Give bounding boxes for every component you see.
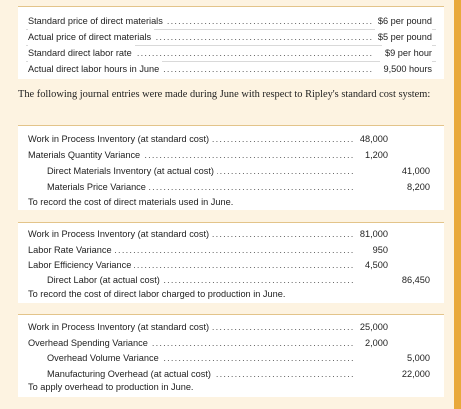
entry-explanation xyxy=(18,286,444,302)
journal-line xyxy=(18,242,444,258)
account-name: Labor Efficiency Variance xyxy=(28,257,134,273)
debit-amount: 48,000 xyxy=(357,131,388,147)
standards-table xyxy=(18,6,444,79)
explanation-text: To record the cost of direct materials used in June. xyxy=(28,194,236,210)
standards-label: Standard direct labor rate xyxy=(28,45,135,61)
journal-line xyxy=(18,335,444,351)
journal-line xyxy=(18,350,444,366)
standards-row xyxy=(18,45,444,61)
explanation-text: To record the cost of direct labor charged to production in June. xyxy=(28,286,288,302)
debit-amount: 2,000 xyxy=(362,335,388,351)
standards-row xyxy=(18,61,444,77)
account-name: Direct Labor (at actual cost) xyxy=(47,272,163,288)
credit-amount: 22,000 xyxy=(399,366,430,382)
debit-amount: 1,200 xyxy=(362,147,388,163)
credit-amount: 41,000 xyxy=(399,163,430,179)
standards-label: Actual direct labor hours in June xyxy=(28,61,162,77)
journal-line xyxy=(18,131,444,147)
debit-amount: 950 xyxy=(370,242,388,258)
debit-amount: 25,000 xyxy=(357,319,388,335)
journal-entry-labor xyxy=(18,222,444,303)
debit-amount: 4,500 xyxy=(362,257,388,273)
standards-label: Standard price of direct materials xyxy=(28,13,166,29)
explanation-text: To apply overhead to production in June. xyxy=(28,379,197,395)
journal-line xyxy=(18,179,444,195)
standards-value: $6 per pound xyxy=(375,13,432,29)
journal-line xyxy=(18,147,444,163)
account-name: Work in Process Inventory (at standard cost) xyxy=(28,131,212,147)
journal-line xyxy=(18,163,444,179)
standards-value: $5 per pound xyxy=(375,29,432,45)
credit-amount: 8,200 xyxy=(404,179,430,195)
journal-line xyxy=(18,226,444,242)
standards-value: 9,500 hours xyxy=(380,61,432,77)
account-name: Work in Process Inventory (at standard cost) xyxy=(28,319,212,335)
journal-entry-materials xyxy=(18,125,444,210)
account-name: Work in Process Inventory (at standard cost) xyxy=(28,226,212,242)
standards-row xyxy=(18,29,444,45)
standards-label: Actual price of direct materials xyxy=(28,29,154,45)
account-name: Materials Quantity Variance xyxy=(28,147,143,163)
account-name: Direct Materials Inventory (at actual cost) xyxy=(47,163,217,179)
debit-amount: 81,000 xyxy=(357,226,388,242)
account-name: Labor Rate Variance xyxy=(28,242,115,258)
entry-explanation xyxy=(18,194,444,210)
account-name: Manufacturing Overhead (at actual cost) xyxy=(47,366,214,382)
account-name: Overhead Spending Variance xyxy=(28,335,151,351)
standards-row xyxy=(18,13,444,29)
journal-entry-overhead xyxy=(18,314,444,397)
standards-value: $9 per hour xyxy=(382,45,432,61)
journal-line xyxy=(18,257,444,273)
intro-paragraph: The following journal entries were made during June with respect to Ripley's standard cost system: xyxy=(18,89,431,100)
credit-amount: 5,000 xyxy=(404,350,430,366)
account-name: Materials Price Variance xyxy=(47,179,149,195)
journal-line xyxy=(18,319,444,335)
credit-amount: 86,450 xyxy=(399,272,430,288)
page-edge-stripe xyxy=(454,0,461,409)
account-name: Overhead Volume Variance xyxy=(47,350,162,366)
